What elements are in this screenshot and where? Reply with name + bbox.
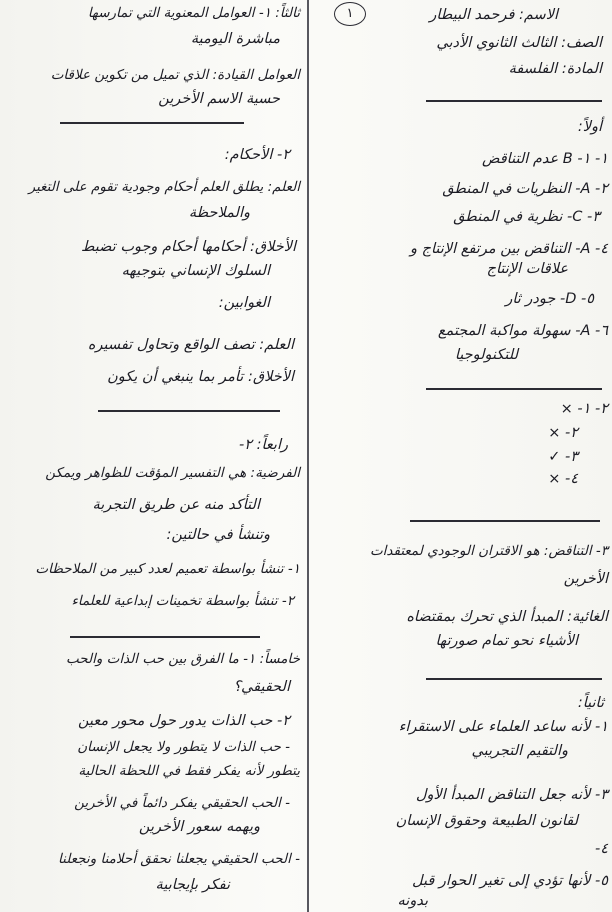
answer-line: العلم: يطلق العلم أحكام وجودية تقوم على التغير [28,179,300,195]
separator [426,388,602,390]
separator [410,520,600,522]
answer-line: يتطور لأنه يفكر فقط في اللحظة الحالية [78,763,300,779]
answer-line: السلوك الإنساني بتوجيهه [121,263,270,279]
answer-line: ١- تنشأ بواسطة تعميم لعدد كبير من الملاحظات [35,561,300,577]
left-column [4,0,300,912]
answer-line: لقانون الطبيعة وحقوق الإنسان [395,813,578,829]
answer-line: والملاحظة [188,205,250,221]
answer-line: ١- ١- B عدم التناقض [481,151,608,167]
answer-line: ١- لأنه ساعد العلماء على الاستقراء [398,719,608,735]
answer-line: ثالثاً: ١- العوامل المعنوية التي تمارسها [87,5,300,21]
answer-line: ٥- لأنها تؤدي إلى تغير الحوار قبل [412,873,608,889]
answer-line: ٢- ١- × [560,401,608,417]
section4-title: ثانياً: [577,695,604,711]
right-column [318,0,608,912]
separator [426,678,602,680]
page-number: ١ [346,6,354,21]
separator [60,122,244,124]
answer-line: الأخرين [563,571,608,587]
answer-line: العلم: تصف الواقع وتحاول تفسيره [87,337,294,353]
answer-line: ويهمه سعور الأخرين [138,819,260,835]
answer-line: التأكد منه عن طريق التجربة [92,497,260,513]
answer-line: ٢- × [548,425,578,441]
answer-line: ٣- التناقض: هو الاقتران الوجودي لمعتقدات [369,543,608,559]
header-class: الصف: الثالث الثانوي الأدبي [436,35,602,51]
answer-line: خامساً: ١- ما الفرق بين حب الذات والحب [65,651,300,667]
header-subject: المادة: الفلسفة [508,61,602,77]
answer-line: الأخلاق: تأمر بما ينبغي أن يكون [107,369,294,385]
answer-line: ٥- D- جودر ثار [505,291,594,307]
separator [426,100,602,102]
answer-line: الحقيقي؟ [233,679,290,695]
answer-line: ٣- لأنه جعل التناقض المبدأ الأول [415,787,608,803]
answer-line: والتقيم التجريبي [471,743,568,759]
answer-line: الغوابين: [218,295,270,311]
answer-line: رابعاً: ٢- [238,437,288,453]
answer-line: - الحب الحقيقي يفكر دائماً في الأخرين [74,795,290,811]
answer-line: نفكر بإيجابية [155,877,230,893]
answer-line: علاقات الإنتاج [486,261,568,277]
answer-line: - الحب الحقيقي يجعلنا نحقق أحلامنا ونجعلنا [58,851,300,867]
answer-line: ٤- [594,841,608,857]
answer-line: ٤- A- التناقض بين مرتفع الإنتاج و [410,241,608,257]
answer-line: ٤- × [548,471,578,487]
answer-line: العوامل القيادة: الذي تميل من تكوين علاقات [50,67,300,83]
section1-title: أولاً: [577,119,602,135]
answer-line: حسية الاسم الأخرين [158,91,280,107]
separator [70,636,260,638]
answer-line: ٣- C- نظرية في المنطق [453,209,600,225]
answer-line: ٣- ✓ [548,449,578,465]
answer-line: ٦- A- سهولة مواكبة المجتمع [437,323,608,339]
answer-line: مباشرة اليومية [190,31,280,47]
answer-line: - حب الذات لا يتطور ولا يجعل الإنسان [77,739,290,755]
column-divider [307,0,309,912]
answer-line: الغائية: المبدأ الذي تحرك بمقتضاه [406,609,608,625]
answer-line: الفرضية: هي التفسير المؤقت للظواهر ويمكن [45,465,300,481]
answer-line: وتنشأ في حالتين: [166,527,270,543]
answer-line: للتكنولوجيا [454,347,518,363]
answer-line: ٢- حب الذات يدور حول محور معين [77,713,290,729]
answer-line: الأخلاق: أحكامها أحكام وجوب تضبط [80,239,296,255]
answer-line: الأشياء نحو تمام صورتها [435,633,578,649]
answer-line: ٢- تنشأ بواسطة تخمينات إبداعية للعلماء [71,593,294,609]
answer-line: ٢- A- النظريات في المنطق [442,181,608,197]
section-b-title: ٢- الأحكام: [224,147,290,163]
page-number-circle [334,2,366,26]
separator [98,410,280,412]
header-name: الاسم: فرحمد البيطار [429,7,558,23]
answer-line: بدونه [397,893,428,909]
